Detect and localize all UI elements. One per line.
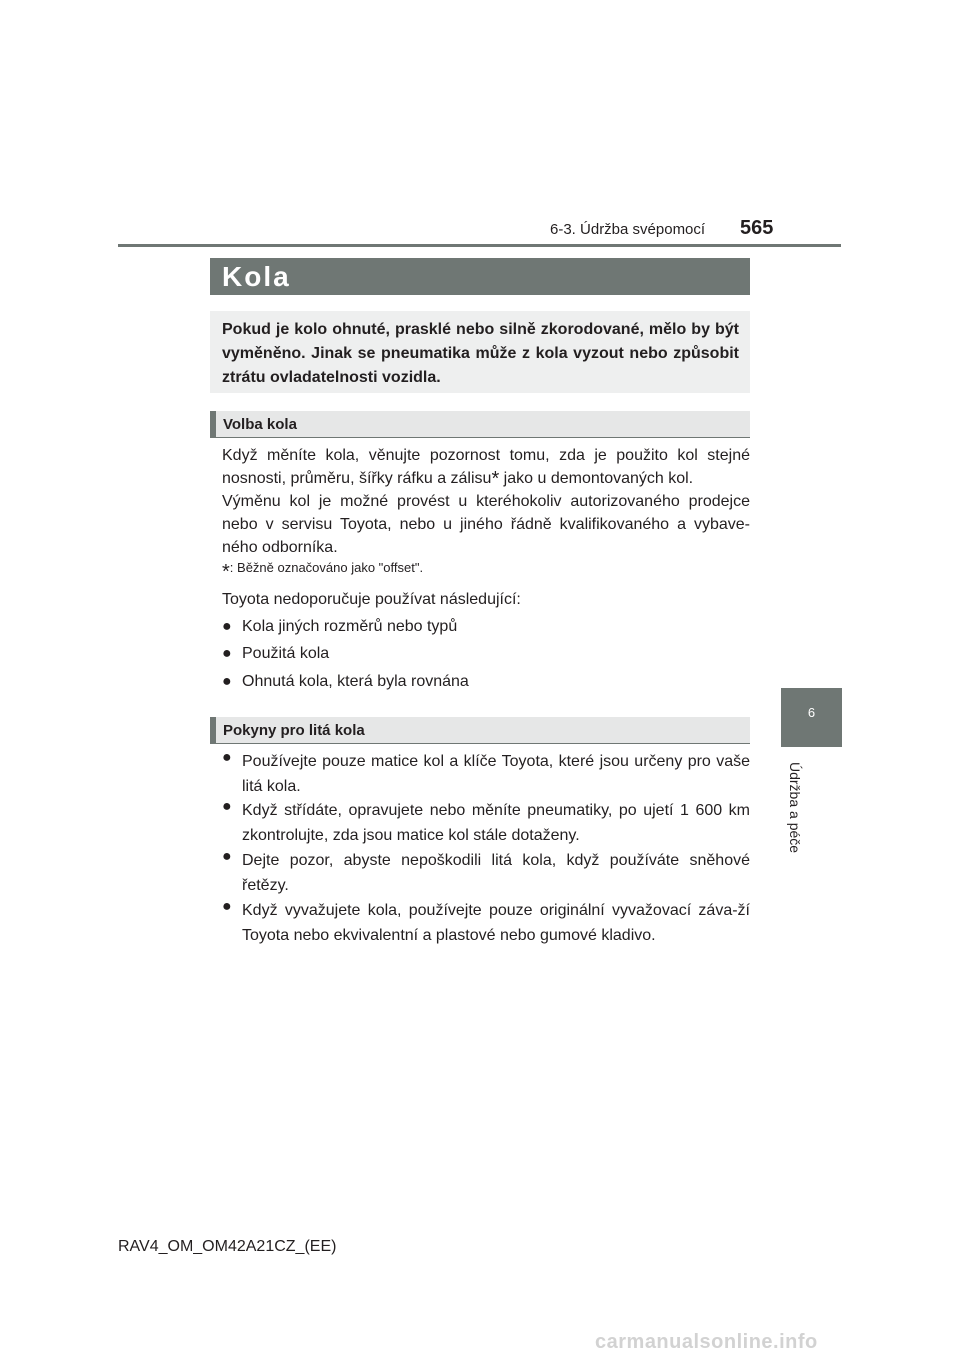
section-heading-wheel-choice: Volba kola (223, 416, 297, 433)
section-heading-marker (210, 411, 216, 438)
running-header-section: 6-3. Údržba svépomocí (550, 221, 706, 238)
watermark: carmanualsonline.info (595, 1331, 818, 1353)
chapter-label: Údržba a péče (787, 762, 803, 854)
list-item-text: Používejte pouze matice kol a klíče Toyota, které jsou určeny pro vaše litá kola. (242, 753, 750, 795)
chapter-number: 6 (807, 705, 816, 720)
list-item-text: Ohnutá kola, která byla rovnána (242, 673, 469, 690)
bullet-icon: ● (222, 848, 232, 865)
list-item-text: Když vyvažujete kola, používejte pouze originální vyvažovací záva-ží Toyota nebo ekvivalentní a plastové nebo gumové kladivo. (242, 902, 750, 944)
list-item-text: Když střídáte, opravujete nebo měníte pneumatiky, po ujetí 1 600 km zkontrolujte, zda jsou matice kol stále dotaženy. (242, 802, 750, 844)
page-number: 565 (740, 217, 774, 239)
intro-text: Pokud je kolo ohnuté, prasklé nebo silně zkorodované, mělo by být vyměněno. Jinak se pneumatika může z kola vyzout nebo způsobit ztrátu ovladatelnosti vozidla. (222, 321, 739, 386)
list-item (222, 898, 750, 948)
bullet-icon: ● (222, 645, 232, 662)
page-title: Kola (222, 261, 291, 292)
list-item (222, 798, 750, 848)
list-item-text: Použitá kola (242, 645, 330, 662)
footnote-mark: * (222, 561, 230, 583)
list-item (222, 848, 750, 898)
bullet-icon: ● (222, 898, 232, 915)
bullet-icon: ● (222, 673, 232, 690)
footnote (222, 560, 423, 584)
section-heading-marker (210, 717, 216, 744)
section-heading-alloy-wheels: Pokyny pro litá kola (223, 722, 365, 739)
list-item (222, 749, 750, 799)
lead-text: Toyota nedoporučuje používat následující: (222, 591, 521, 608)
paragraph-service: Výměnu kol je možné provést u kteréhokoliv autorizovaného prodejce nebo v servisu Toyota, nebo u jiného řádně kvalifikovaného a vybave-ného odborníka. (222, 493, 750, 556)
header-rule (118, 244, 841, 247)
paragraph-wheel-choice (222, 444, 750, 490)
footnote-text: : Běžně označováno jako "offset". (229, 560, 424, 575)
bullet-icon: ● (222, 749, 232, 766)
paragraph-text: Když měníte kola, věnujte pozornost tomu, zda je použito kol stejné nosnosti, průměru, šířky ráfku a zálisu (222, 447, 750, 487)
title-bar (210, 258, 750, 295)
asterisk-mark: * (491, 468, 500, 490)
document-code: RAV4_OM_OM42A21CZ_(EE) (118, 1238, 337, 1255)
list-item-text: Dejte pozor, abyste nepoškodili litá kola, když používáte sněhové řetězy. (242, 852, 750, 894)
paragraph-text-cont: jako u demontovaných kol. (499, 470, 694, 487)
bullet-icon: ● (222, 618, 232, 635)
list-item-text: Kola jiných rozměrů nebo typů (242, 618, 458, 635)
bullet-icon: ● (222, 798, 232, 815)
